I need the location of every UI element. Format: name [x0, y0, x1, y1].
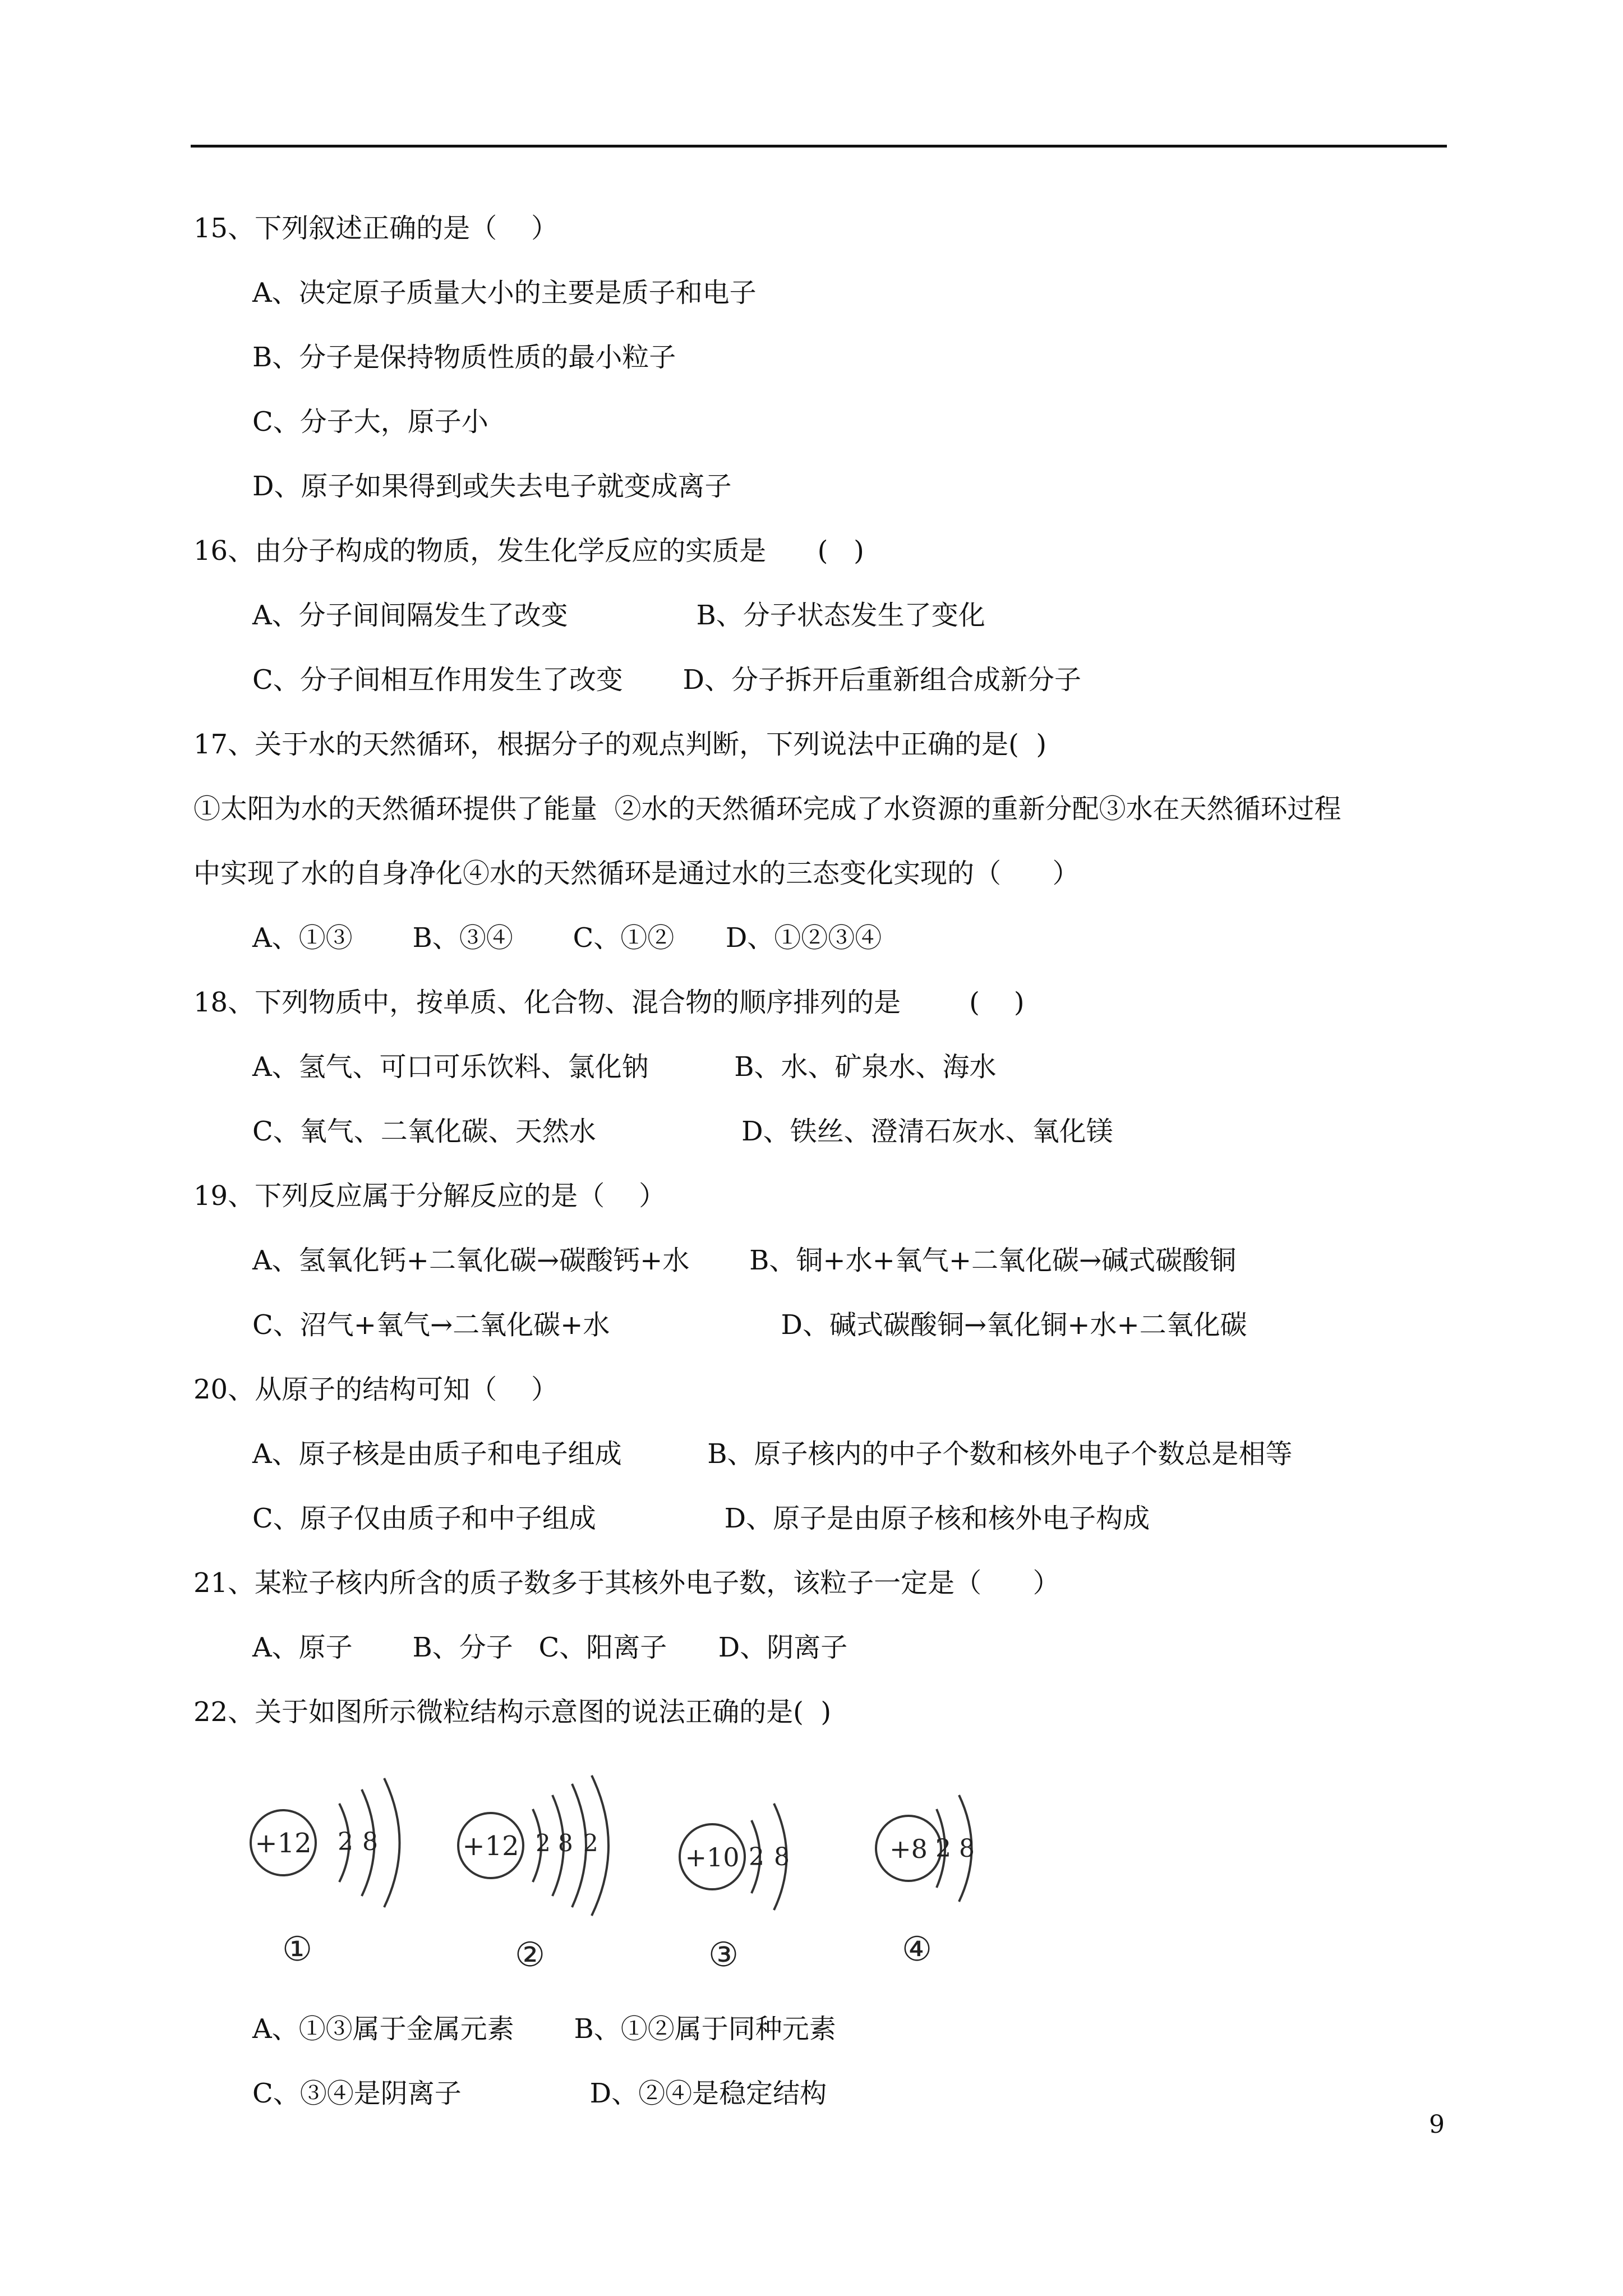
question-20-stem: 20、从原子的结构可知（ ） [193, 1374, 559, 1405]
page-number: 9 [1429, 2110, 1445, 2139]
question-15-option-d: D、原子如果得到或失去电子就变成离子 [252, 471, 732, 502]
particle-3-nucleus: +10 [685, 1842, 740, 1872]
particle-1-nucleus: +12 [255, 1828, 312, 1859]
particle-3-shell-2: 8 [774, 1843, 790, 1871]
question-18-stem: 18、下列物质中，按单质、化合物、混合物的顺序排列的是 ( ) [193, 987, 1025, 1018]
particle-2-shell-3: 2 [583, 1829, 598, 1857]
particle-2-nucleus: +12 [462, 1830, 519, 1862]
header-rule [191, 145, 1447, 148]
particle-1-shell-1: 2 [338, 1828, 353, 1856]
question-22-stem: 22、关于如图所示微粒结构示意图的说法正确的是( ) [193, 1696, 832, 1728]
particle-1-label: ① [282, 1930, 312, 1969]
question-15-option-b: B、分子是保持物质性质的最小粒子 [252, 342, 676, 373]
particle-4-shell-2: 8 [959, 1834, 975, 1863]
question-17-options: A、①③ B、③④ C、①② D、①②③④ [252, 922, 882, 954]
particle-1-shell-2: 8 [362, 1828, 378, 1856]
question-18-options-ab: A、氢气、可口可乐饮料、氯化钠 B、水、矿泉水、海水 [252, 1051, 997, 1083]
particle-1 [251, 1778, 400, 1969]
particle-4 [876, 1795, 975, 1969]
question-15-stem: 15、下列叙述正确的是（ ） [193, 213, 559, 244]
particle-2-shell-1: 2 [536, 1829, 551, 1857]
particle-4-label: ④ [902, 1930, 932, 1969]
question-15-option-c: C、分子大，原子小 [252, 406, 488, 438]
particle-3-shell-1: 2 [749, 1843, 764, 1871]
particle-structure-diagram [224, 1750, 998, 1986]
question-17-statements-2: 中实现了水的自身净化④水的天然循环是通过水的三态变化实现的（ ） [193, 858, 1080, 889]
question-16-options-ab: A、分子间间隔发生了改变 B、分子状态发生了变化 [252, 600, 985, 631]
question-19-options-cd: C、沼气+氧气→二氧化碳+水 D、碱式碳酸铜→氧化铜+水+二氧化碳 [252, 1309, 1247, 1341]
question-17-stem: 17、关于水的天然循环，根据分子的观点判断，下列说法中正确的是( ) [193, 729, 1047, 760]
question-20-options-cd: C、原子仅由质子和中子组成 D、原子是由原子核和核外电子构成 [252, 1503, 1150, 1534]
particle-2 [458, 1775, 608, 1975]
question-22-options-ab: A、①③属于金属元素 B、①②属于同种元素 [252, 2013, 836, 2045]
question-20-options-ab: A、原子核是由质子和电子组成 B、原子核内的中子个数和核外电子个数总是相等 [252, 1438, 1293, 1470]
question-15-option-a: A、决定原子质量大小的主要是质子和电子 [252, 277, 757, 309]
particle-4-nucleus: +8 [889, 1834, 928, 1864]
question-22-options-cd: C、③④是阴离子 D、②④是稳定结构 [252, 2078, 827, 2109]
particle-4-shell-1: 2 [935, 1834, 951, 1863]
particle-2-shell-2: 8 [558, 1829, 573, 1857]
question-19-stem: 19、下列反应属于分解反应的是（ ） [193, 1180, 666, 1212]
question-19-options-ab: A、氢氧化钙+二氧化碳→碳酸钙+水 B、铜+水+氧气+二氧化碳→碱式碳酸铜 [252, 1245, 1237, 1276]
question-17-statements-1: ①太阳为水的天然循环提供了能量 ②水的天然循环完成了水资源的重新分配③水在天然循环过程 [193, 793, 1341, 825]
particle-3-label: ③ [708, 1935, 739, 1975]
question-21-stem: 21、某粒子核内所含的质子数多于其核外电子数，该粒子一定是（ ） [193, 1567, 1060, 1599]
question-16-options-cd: C、分子间相互作用发生了改变 D、分子拆开后重新组合成新分子 [252, 664, 1082, 696]
question-18-options-cd: C、氧气、二氧化碳、天然水 D、铁丝、澄清石灰水、氧化镁 [252, 1116, 1113, 1147]
particle-2-label: ② [515, 1935, 545, 1975]
question-16-stem: 16、由分子构成的物质，发生化学反应的实质是 ( ) [193, 535, 864, 567]
question-21-options: A、原子 B、分子 C、阳离子 D、阴离子 [252, 1632, 848, 1663]
particle-3 [680, 1803, 790, 1975]
